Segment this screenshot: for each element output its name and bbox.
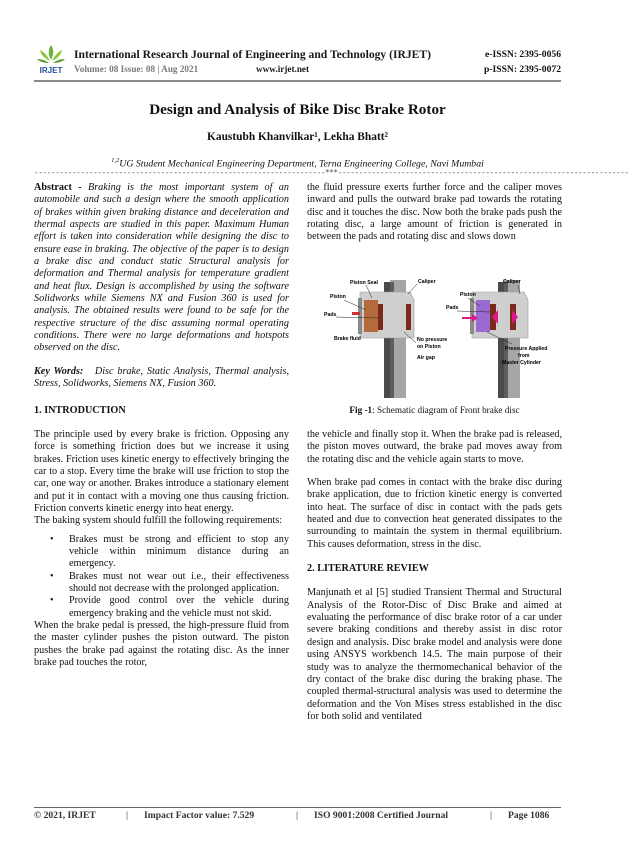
figure-caption-label: Fig -1 xyxy=(349,405,373,415)
footer-divider xyxy=(34,807,561,808)
pad-left-inner xyxy=(378,304,383,330)
requirements-list xyxy=(34,534,289,620)
svg-text:from: from xyxy=(518,353,530,359)
svg-text:Caliper: Caliper xyxy=(418,279,436,285)
footer-iso: ISO 9001:2008 Certified Journal xyxy=(314,810,449,821)
list-item: • Provide good control over the vehicle during emergency braking and the vehicle must not skid. xyxy=(34,595,289,620)
p-issn: p-ISSN: 2395-0072 xyxy=(483,64,561,75)
footer-impact-factor: Impact Factor value: 7.529 xyxy=(144,810,255,821)
svg-text:Brake fluid: Brake fluid xyxy=(334,336,361,342)
keywords-text: Disc brake, Static Analysis, Thermal analysis, Stress, Solidworks, Siemens NX, Fusion 360. xyxy=(34,365,290,390)
right-paragraph-1: the fluid pressure exerts further force and the caliper moves inward and pulls the outward brake pad towards the rotating disc and it touches the disc. Now both the brake pads push the rotating disc, a large amount of friction is generated in between the pads and rotating disc and slows down xyxy=(307,182,562,243)
svg-text:Piston: Piston xyxy=(330,294,346,300)
keywords: Key Words: Disc brake, Static Analysis, Thermal analysis, Stress, Solidworks, Siemens NX, Fusion 360. xyxy=(34,365,290,390)
footer-page-number: Page 1086 xyxy=(508,810,550,821)
intro-paragraph-3: When the brake pedal is pressed, the high-pressure fluid from the master cylinder pushes the piston outward. The piston pushes the brake pad against the rotating disc. As the inner brake pad touches the rotor, xyxy=(34,620,289,669)
figure-caption xyxy=(307,405,562,415)
svg-text:Pads: Pads xyxy=(324,312,337,318)
header-divider xyxy=(34,80,561,82)
footer-separator: | xyxy=(126,810,129,821)
affiliation-superscript: 1,2 xyxy=(111,157,120,164)
journal-title: International Research Journal of Engineering and Technology (IRJET) xyxy=(74,48,431,61)
right-paragraph-4: Manjunath et al [5] studied Transient Thermal and Structural Analysis of the Rotor-Disc of Disc Brake and aimed at evaluating the performance of disc brake rotor of a car under severe braking conditions and thereby assist in disc rotor design and analysis. Disc brake model and analysis were done using ANSYS workbench 14.5. The main purpose of their study was to analyze the thermomechanical behavior of the dry contact of the brake disc during the braking phase. The coupled thermal-structural analysis was used to determine the deformation and the Von Mises stress established in the disc for both solid and ventilated xyxy=(307,587,562,722)
svg-text:on Piston: on Piston xyxy=(417,344,441,350)
section-separator: ---------------------------------------------------------------------***--------------------------------------------------------------------- xyxy=(34,168,629,177)
svg-text:IRJET: IRJET xyxy=(39,66,63,75)
irjet-logo xyxy=(34,42,68,78)
svg-text:No pressure: No pressure xyxy=(417,337,448,343)
abstract-label: Abstract - xyxy=(34,182,82,193)
section-heading-literature-review: 2. LITERATURE REVIEW xyxy=(307,563,429,575)
left-column xyxy=(34,182,289,669)
brake-schematic-figure xyxy=(322,270,547,398)
piston-left xyxy=(364,300,378,332)
svg-text:Piston: Piston xyxy=(460,292,476,298)
keywords-label: Key Words xyxy=(34,365,80,377)
intro-paragraph-2: The baking system should fulfill the following requirements: xyxy=(34,515,283,527)
e-issn: e-ISSN: 2395-0056 xyxy=(485,49,561,60)
svg-text:Pressure Applied: Pressure Applied xyxy=(505,346,548,352)
pad-left-outer xyxy=(406,304,411,330)
svg-text:Air gap: Air gap xyxy=(417,355,435,361)
affiliation-text: UG Student Mechanical Engineering Department, Terna Engineering College, Navi Mumbai xyxy=(119,158,484,170)
right-paragraph-3: When brake pad comes in contact with the brake disc during brake application, due to friction kinetic energy is converted into heat. The surface of disc in contact with the pads gets heated and due to convection heat generated dissipates to the surrounding to maintain the system in thermal equilibrium. This causes deformation, stress in the disc. xyxy=(307,477,562,550)
footer-copyright: © 2021, IRJET xyxy=(34,810,96,821)
right-column-top xyxy=(307,182,562,244)
paper-authors: Kaustubh Khanvilkar¹, Lekha Bhatt² xyxy=(207,131,388,143)
figure-caption-text: : Schematic diagram of Front brake disc xyxy=(372,405,520,415)
volume-issue: Volume: 08 Issue: 08 | Aug 2021 xyxy=(74,64,199,74)
svg-text:Master Cylinder: Master Cylinder xyxy=(502,360,541,366)
svg-text:Piston Seal: Piston Seal xyxy=(350,280,378,286)
list-item: • Brakes must not wear out i.e., their effectiveness should not decrease with the prolonged application. xyxy=(34,571,289,596)
page-footer xyxy=(34,809,561,825)
paper-title: Design and Analysis of Bike Disc Brake Rotor xyxy=(149,101,446,118)
right-column-bottom xyxy=(307,429,562,723)
right-paragraph-2: the vehicle and finally stop it. When the brake pad is released, the piston moves outward, the brake pad moves away from the rotating disc and the vehicle again starts to move. xyxy=(307,429,562,465)
journal-website[interactable]: www.irjet.net xyxy=(256,64,310,74)
footer-separator: | xyxy=(490,810,493,821)
abstract xyxy=(34,182,289,355)
intro-paragraph-1: The principle used by every brake is friction. Opposing any force is something friction does but we increase it using brakes. Friction uses kinetic energy to effectively bringing the car to a stop. Every time the brake will use friction to stop the car, one way or another. Brakes introduce a stationary element and put it in contact with a moving one thus causing friction. Friction converts kinetic energy into heat energy. xyxy=(34,428,289,514)
abstract-text: Braking is the most important system of an automobile and such a design where the smooth application of brakes within given braking distance and deceleration and thermal aspects are studied in this paper. Maximum Human effort is taken into consideration while designing the disc to ensure ease in braking. The objective of the paper is to design a brake disc and conduct static Structural analysis for deformation and Thermal analysis for temperature gradient and heat flux. Design is accomplished by using the software Solidworks while Siemens NX and Fusion 360 is used for analysis. The obtained results were found to be safe for the respective structure of the disc assuming normal operating conditions. There were no large deformations and hotspots observed on the disc. xyxy=(34,182,289,354)
svg-text:Caliper: Caliper xyxy=(503,279,521,285)
svg-text:Pads: Pads xyxy=(446,305,459,311)
section-heading-introduction: 1. INTRODUCTION xyxy=(34,404,126,416)
list-item: • Brakes must be strong and efficient to stop any vehicle within minimum distance during an emergency. xyxy=(34,534,289,571)
footer-separator: | xyxy=(296,810,299,821)
